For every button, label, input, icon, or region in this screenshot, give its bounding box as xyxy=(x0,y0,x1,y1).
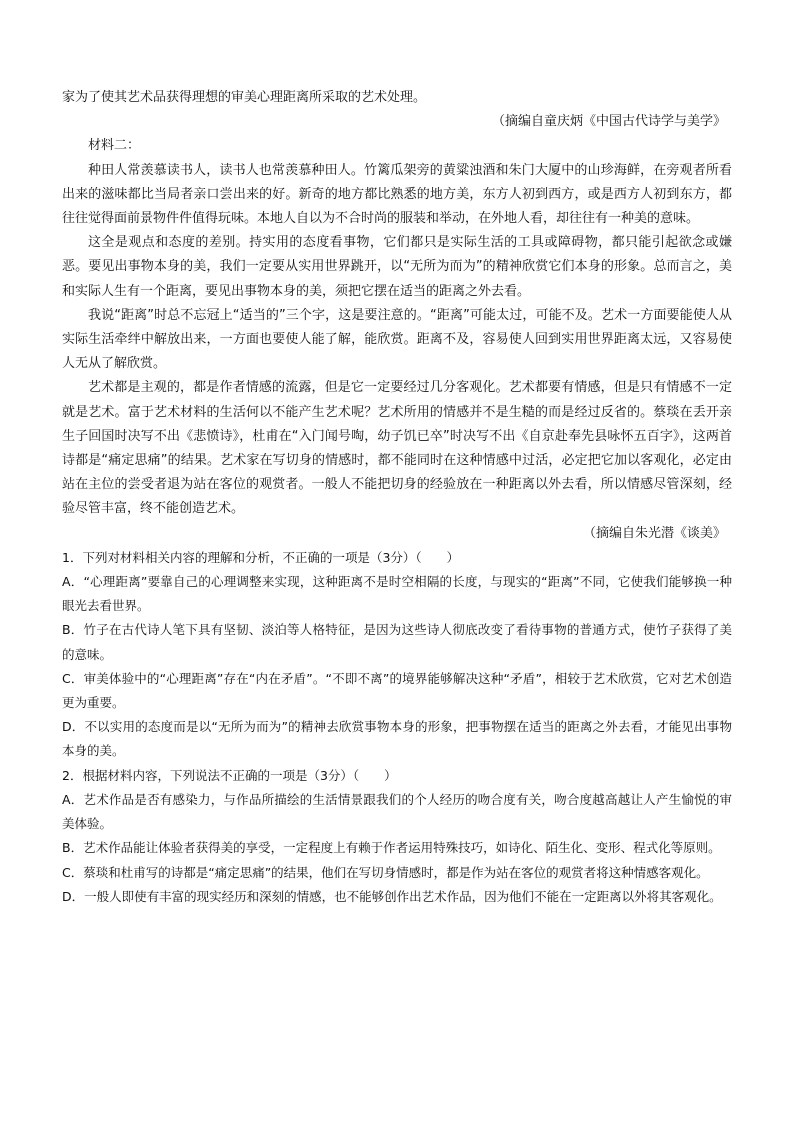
continuation-line: 家为了使其艺术品获得理想的审美心理距离所采取的艺术处理。 xyxy=(62,90,427,105)
question-1-option-b: B．竹子在古代诗人笔下具有坚韧、淡泊等人格特征，是因为这些诗人彻底改变了看待事物的普通方式，使竹子获得了美的意味。 xyxy=(62,622,732,662)
paragraph-3: 我说“距离”时总不忘冠上“适当的”三个字，这是要注意的。“距离”可能太过，可能不及。艺术一方面要能使人从实际生活牵绊中解放出来，一方面也要使人能了解，能欣赏。距离不及，容易使人回到实用世界距离太远，又容易使人无从了解欣赏。 xyxy=(62,307,732,372)
question-2-stem: 2．根据材料内容，下列说法不正确的一项是（3分）（ ） xyxy=(62,767,397,783)
question-2-option-b: B．艺术作品能让体验者获得美的享受，一定程度上有赖于作者运用特殊技巧，如诗化、陌生化、变形、程式化等原则。 xyxy=(62,840,721,856)
paragraph-1: 种田人常羡慕读书人，读书人也常羡慕种田人。竹篱瓜架旁的黄粱浊酒和朱门大厦中的山珍海鲜，在旁观者所看出来的滋味都比当局者亲口尝出来的好。新奇的地方都比熟悉的地方美，东方人初到西方，或是西方人初到东方，都往往觉得面前景物件件值得玩味。本地人自以为不合时尚的服装和举动，在外地人看，却往往有一种美的意味。 xyxy=(62,162,732,227)
question-1-stem: 1．下列对材料相关内容的理解和分析，不正确的一项是（3分）（ ） xyxy=(62,549,460,565)
source-citation-1: （摘编自童庆炳《中国古代诗学与美学》 xyxy=(491,114,726,130)
paragraph-2: 这全是观点和态度的差别。持实用的态度看事物，它们都只是实际生活的工具或障碍物，都只能引起欲念或嫌恶。要见出事物本身的美，我们一定要从实用世界跳开，以“无所为而为”的精神欣赏它们本身的形象。总而言之，美和实际人生有一个距离，要见出事物本身的美，须把它摆在适当的距离之外去看。 xyxy=(62,235,732,299)
question-1-option-d: D．不以实用的态度而是以“无所为而为”的精神去欣赏事物本身的形象，把事物摆在适当的距离之外去看，才能见出事物本身的美。 xyxy=(62,719,732,759)
paragraph-4: 艺术都是主观的，都是作者情感的流露，但是它一定要经过几分客观化。艺术都要有情感，但是只有情感不一定就是艺术。富于艺术材料的生活何以不能产生艺术呢？艺术所用的情感并不是生糙的而是经过反省的。蔡琰在丢开亲生子回国时决写不出《悲愤诗》，杜甫在“入门闻号啕，幼子饥已卒”时决写不出《自京赴奉先县咏怀五百字》，这两首诗都是“痛定思痛”的结果。艺术家在写切身的情感时，都不能同时在这种情感中过活，必定把它加以客观化，必定由站在主位的尝受者退为站在客位的观赏者。一般人不能把切身的经验放在一种距离以外去看，所以情感尽管深刻，经验尽管丰富，终不能创造艺术。 xyxy=(62,380,732,517)
question-1-option-c: C．审美体验中的“心理距离”存在“内在矛盾”。“不即不离”的境界能够解决这种“矛盾”，相较于艺术欣赏，它对艺术创造更为重要。 xyxy=(62,670,732,711)
question-1-option-a: A．“心理距离”要靠自己的心理调整来实现，这种距离不是时空相隔的长度，与现实的“距离”不同，它使我们能够换一种眼光去看世界。 xyxy=(62,574,732,614)
document-page xyxy=(62,86,732,909)
question-2-option-a: A．艺术作品是否有感染力，与作品所描绘的生活情景跟我们的个人经历的吻合度有关，吻合度越高越让人产生愉悦的审美体验。 xyxy=(62,791,732,832)
question-2-option-d: D．一般人即使有丰富的现实经历和深刻的情感，也不能够创作出艺术作品，因为他们不能在一定距离以外将其客观化。 xyxy=(62,888,722,904)
question-2-option-c: C．蔡琰和杜甫写的诗都是“痛定思痛”的结果，他们在写切身情感时，都是作为站在客位的观赏者将这种情感客观化。 xyxy=(62,864,709,880)
material-2-heading: 材料二： xyxy=(88,138,141,154)
source-citation-2: （摘编自朱光潜《谈美》 xyxy=(582,525,726,541)
